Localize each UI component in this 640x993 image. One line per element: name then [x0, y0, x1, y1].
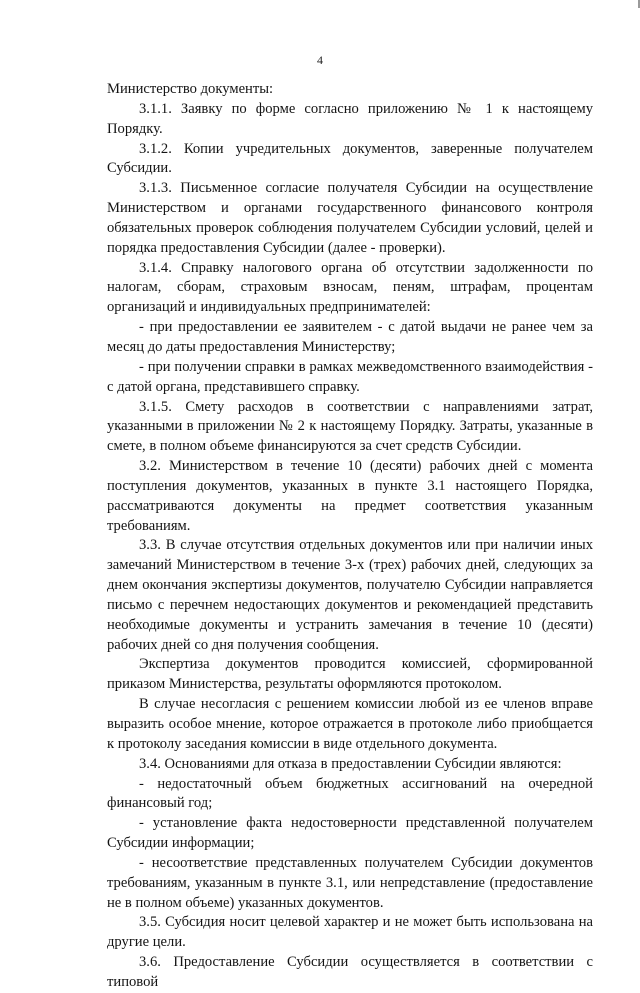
paragraph-3-4-item-3: - несоответствие представленных получателем Субсидии документов требованиям, указанным в пункте 3.1, или непредставление (предоставление не в полном объеме) указанных документов.	[107, 854, 593, 911]
paragraph-3-1-4: 3.1.4. Справку налогового органа об отсутствии задолженности по налогам, сборам, страховым взносам, пеням, штрафам, процентам организаций и индивидуальных предпринимателей:	[107, 259, 593, 316]
paragraph-intro: Министерство документы:	[107, 81, 274, 97]
paragraph-3-1-4-item-2: - при получении справки в рамках межведомственного взаимодействия - с датой органа, представившего справку.	[107, 358, 593, 395]
paragraph-3-2: 3.2. Министерством в течение 10 (десяти) рабочих дней с момента поступления документов, указанных в пункте 3.1 настоящего Порядка, рассматриваются документы на предмет соответствия указанным требованиям.	[107, 458, 593, 534]
page-number: 4	[317, 53, 323, 67]
paragraph-3-4: 3.4. Основаниями для отказа в предоставлении Субсидии являются:	[139, 755, 562, 772]
paragraph-3-1-3: 3.1.3. Письменное согласие получателя Субсидии на осуществление Министерством и органами государственного финансового контроля обязательных проверок соблюдения получателем Субсидии условий, целей и порядка предоставления Субсидии (далее - проверки).	[107, 180, 593, 256]
paragraph-3-5: 3.5. Субсидия носит целевой характер и не может быть использована на другие цели.	[107, 914, 593, 951]
paragraph-3-6: 3.6. Предоставление Субсидии осуществляется в соответствии с типовой	[107, 954, 593, 990]
paragraph-3-3: 3.3. В случае отсутствия отдельных документов или при наличии иных замечаний Министерством в течение 3-х (трех) рабочих дней, следующих за днем окончания экспертизы документов, получателю Субсидии направляется письмо с перечнем недостающих документов и рекомендацией представить необходимые документы и устранить замечания в течение 10 (десяти) рабочих дней со дня получения сообщения.	[107, 537, 593, 653]
paragraph-dissent: В случае несогласия с решением комиссии любой из ее членов вправе выразить особое мнение, которое отражается в протоколе либо приобщается к протоколу заседания комиссии в виде отдельного документа.	[107, 696, 593, 752]
paragraph-3-1-2: 3.1.2. Копии учредительных документов, заверенные получателем Субсидии.	[107, 140, 593, 177]
paragraph-3-4-item-1: - недостаточный объем бюджетных ассигнований на очередной финансовый год;	[107, 775, 593, 812]
paragraph-expertise: Экспертиза документов проводится комиссией, сформированной приказом Министерства, результаты оформляются протоколом.	[107, 656, 593, 693]
paragraph-3-4-item-2: - установление факта недостоверности представленной получателем Субсидии информации;	[107, 815, 593, 852]
paragraph-3-1-1: 3.1.1. Заявку по форме согласно приложению № 1 к настоящему Порядку.	[107, 100, 593, 137]
document-body	[107, 80, 593, 993]
paragraph-3-1-4-item-1: - при предоставлении ее заявителем - с датой выдачи не ранее чем за месяц до даты предоставления Министерству;	[107, 319, 593, 355]
paragraph-3-1-5: 3.1.5. Смету расходов в соответствии с направлениями затрат, указанными в приложении № 2 к настоящему Порядку. Затраты, указанные в смете, в полном объеме финансируются за счет средств Субсидии.	[107, 398, 593, 455]
